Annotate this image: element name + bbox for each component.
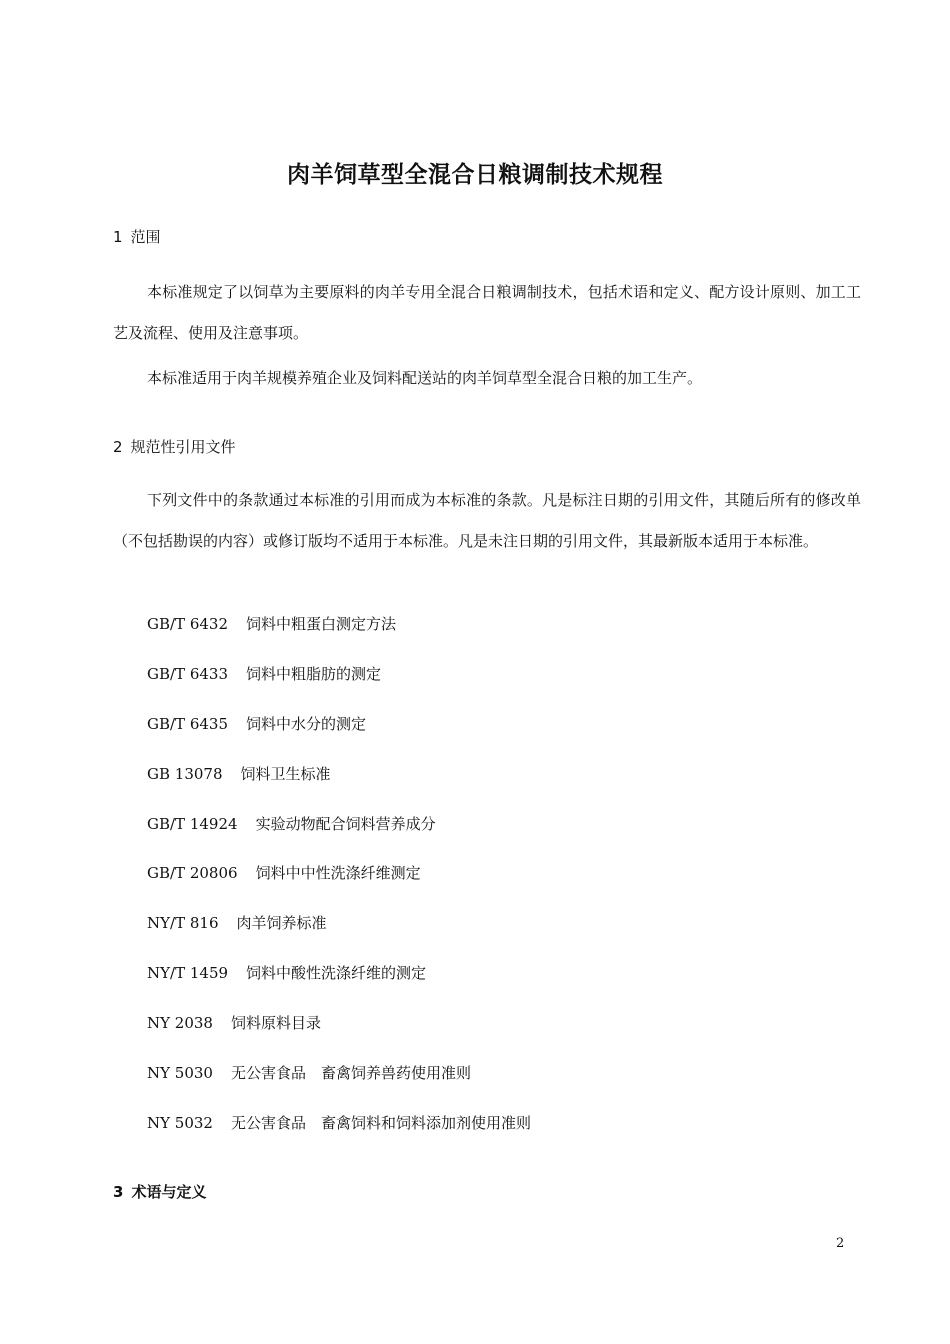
section-number: 1 [113, 228, 123, 246]
reference-code: GB/T 20806 [147, 864, 238, 883]
reference-item [147, 712, 531, 762]
section-heading-normative-references [113, 436, 236, 457]
reference-name: 饲料中水分的测定 [246, 714, 367, 733]
reference-item [147, 1011, 531, 1061]
reference-name: 实验动物配合饲料营养成分 [255, 814, 436, 833]
reference-code: GB/T 6433 [147, 664, 229, 683]
section-title: 范围 [130, 228, 161, 246]
reference-item [147, 1061, 531, 1111]
reference-list [147, 612, 531, 1161]
reference-item [147, 1111, 531, 1161]
reference-item [147, 861, 531, 911]
paragraph: 本标准规定了以饲草为主要原料的肉羊专用全混合日粮调制技术，包括术语和定义、配方设计原则、加工工艺及流程、使用及注意事项。 [113, 283, 861, 342]
reference-code: NY/T 816 [147, 914, 219, 933]
reference-code: NY 5030 [147, 1064, 213, 1083]
reference-name: 无公害食品 畜禽饲养兽药使用准则 [230, 1064, 471, 1083]
reference-name: 饲料中粗脂肪的测定 [246, 664, 382, 683]
page-number: 2 [836, 1236, 845, 1251]
section-heading-scope [113, 226, 161, 247]
reference-name: 无公害食品 畜禽饲料和饲料添加剂使用准则 [230, 1113, 531, 1132]
reference-name: 饲料原料目录 [230, 1014, 321, 1033]
reference-code: GB 13078 [147, 764, 223, 783]
reference-item [147, 961, 531, 1011]
reference-code: GB/T 14924 [147, 814, 238, 833]
paragraph: 本标准适用于肉羊规模养殖企业及饲料配送站的肉羊饲草型全混合日粮的加工生产。 [147, 369, 703, 387]
reference-item [147, 762, 531, 812]
reference-name: 饲料中粗蛋白测定方法 [246, 615, 397, 633]
reference-item [147, 812, 531, 862]
section-heading-terms-definitions [113, 1181, 206, 1202]
reference-code: NY/T 1459 [147, 964, 229, 983]
reference-name: 饲料中酸性洗涤纤维的测定 [246, 964, 427, 983]
reference-code: NY 5032 [147, 1113, 213, 1132]
section-number: 3 [113, 1183, 124, 1201]
reference-code: GB/T 6435 [147, 714, 229, 733]
document-title: 肉羊饲草型全混合日粮调制技术规程 [287, 162, 663, 188]
reference-name: 饲料卫生标准 [240, 764, 331, 783]
reference-item [147, 612, 531, 662]
section-title: 术语与定义 [131, 1183, 207, 1201]
section-title: 规范性引用文件 [130, 438, 236, 456]
reference-item [147, 662, 531, 712]
reference-code: GB/T 6432 [147, 615, 229, 633]
reference-item [147, 911, 531, 961]
reference-name: 肉羊饲养标准 [236, 914, 327, 933]
reference-code: NY 2038 [147, 1014, 213, 1033]
section-number: 2 [113, 438, 123, 456]
paragraph: 下列文件中的条款通过本标准的引用而成为本标准的条款。凡是标注日期的引用文件，其随后所有的修改单（不包括勘误的内容）或修订版均不适用于本标准。凡是未注日期的引用文件，其最新版本适用于本标准。 [113, 491, 861, 550]
reference-name: 饲料中中性洗涤纤维测定 [255, 864, 421, 883]
